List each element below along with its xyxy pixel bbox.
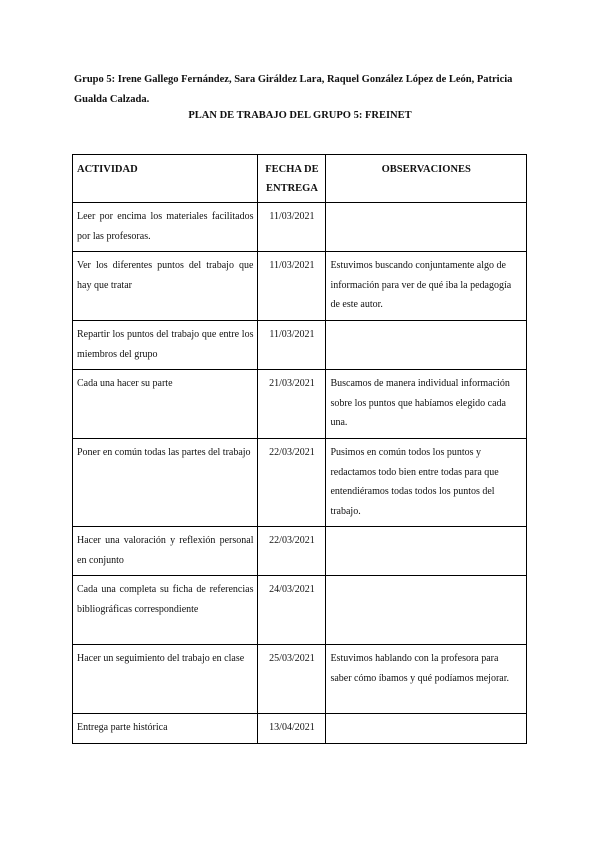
table-row [73,252,527,321]
cell-observaciones: Estuvimos hablando con la profesora para saber cómo íbamos y qué podíamos mejorar. [326,645,527,714]
table-row [73,321,527,370]
cell-observaciones: Estuvimos buscando conjuntamente algo de información para ver de qué iba la pedagogía de este autor. [326,252,527,321]
column-header-actividad: ACTIVIDAD [73,155,258,203]
cell-actividad: Leer por encima los materiales facilitados por las profesoras. [73,203,258,252]
cell-observaciones [326,527,527,576]
cell-actividad: Hacer un seguimiento del trabajo en clase [73,645,258,714]
cell-observaciones [326,321,527,370]
page-title: PLAN DE TRABAJO DEL GRUPO 5: FREINET [188,110,412,121]
column-header-fecha: FECHA DE ENTREGA [258,155,326,203]
table-row [73,576,527,645]
cell-observaciones [326,714,527,744]
cell-fecha: 21/03/2021 [258,370,326,439]
cell-fecha: 25/03/2021 [258,645,326,714]
cell-observaciones [326,203,527,252]
table-row [73,645,527,714]
cell-observaciones: Pusimos en común todos los puntos y redactamos todo bien entre todas para que entendiéramos todas todos los puntos del trabajo. [326,439,527,527]
table-row [73,370,527,439]
table-row [73,527,527,576]
cell-fecha: 22/03/2021 [258,527,326,576]
table-row [73,439,527,527]
cell-fecha: 22/03/2021 [258,439,326,527]
cell-actividad: Repartir los puntos del trabajo que entre los miembros del grupo [73,321,258,370]
cell-fecha: 13/04/2021 [258,714,326,744]
table-row [73,203,527,252]
cell-actividad: Cada una completa su ficha de referencias bibliográficas correspondiente [73,576,258,645]
cell-fecha: 11/03/2021 [258,321,326,370]
cell-actividad: Poner en común todas las partes del trabajo [73,439,258,527]
cell-observaciones: Buscamos de manera individual información sobre los puntos que habíamos elegido cada una. [326,370,527,439]
cell-fecha: 11/03/2021 [258,252,326,321]
cell-fecha: 24/03/2021 [258,576,326,645]
cell-observaciones [326,576,527,645]
cell-actividad: Cada una hacer su parte [73,370,258,439]
cell-actividad: Hacer una valoración y reflexión personal en conjunto [73,527,258,576]
cell-fecha: 11/03/2021 [258,203,326,252]
cell-actividad: Entrega parte histórica [73,714,258,744]
cell-actividad: Ver los diferentes puntos del trabajo que hay que tratar [73,252,258,321]
column-header-observaciones: OBSERVACIONES [326,155,527,203]
table-header-row [73,155,527,203]
work-plan-table [72,154,527,744]
authors-line: Grupo 5: Irene Gallego Fernández, Sara Giráldez Lara, Raquel González López de León, Patricia Gualda Calzada. [74,74,513,105]
table-row [73,714,527,744]
